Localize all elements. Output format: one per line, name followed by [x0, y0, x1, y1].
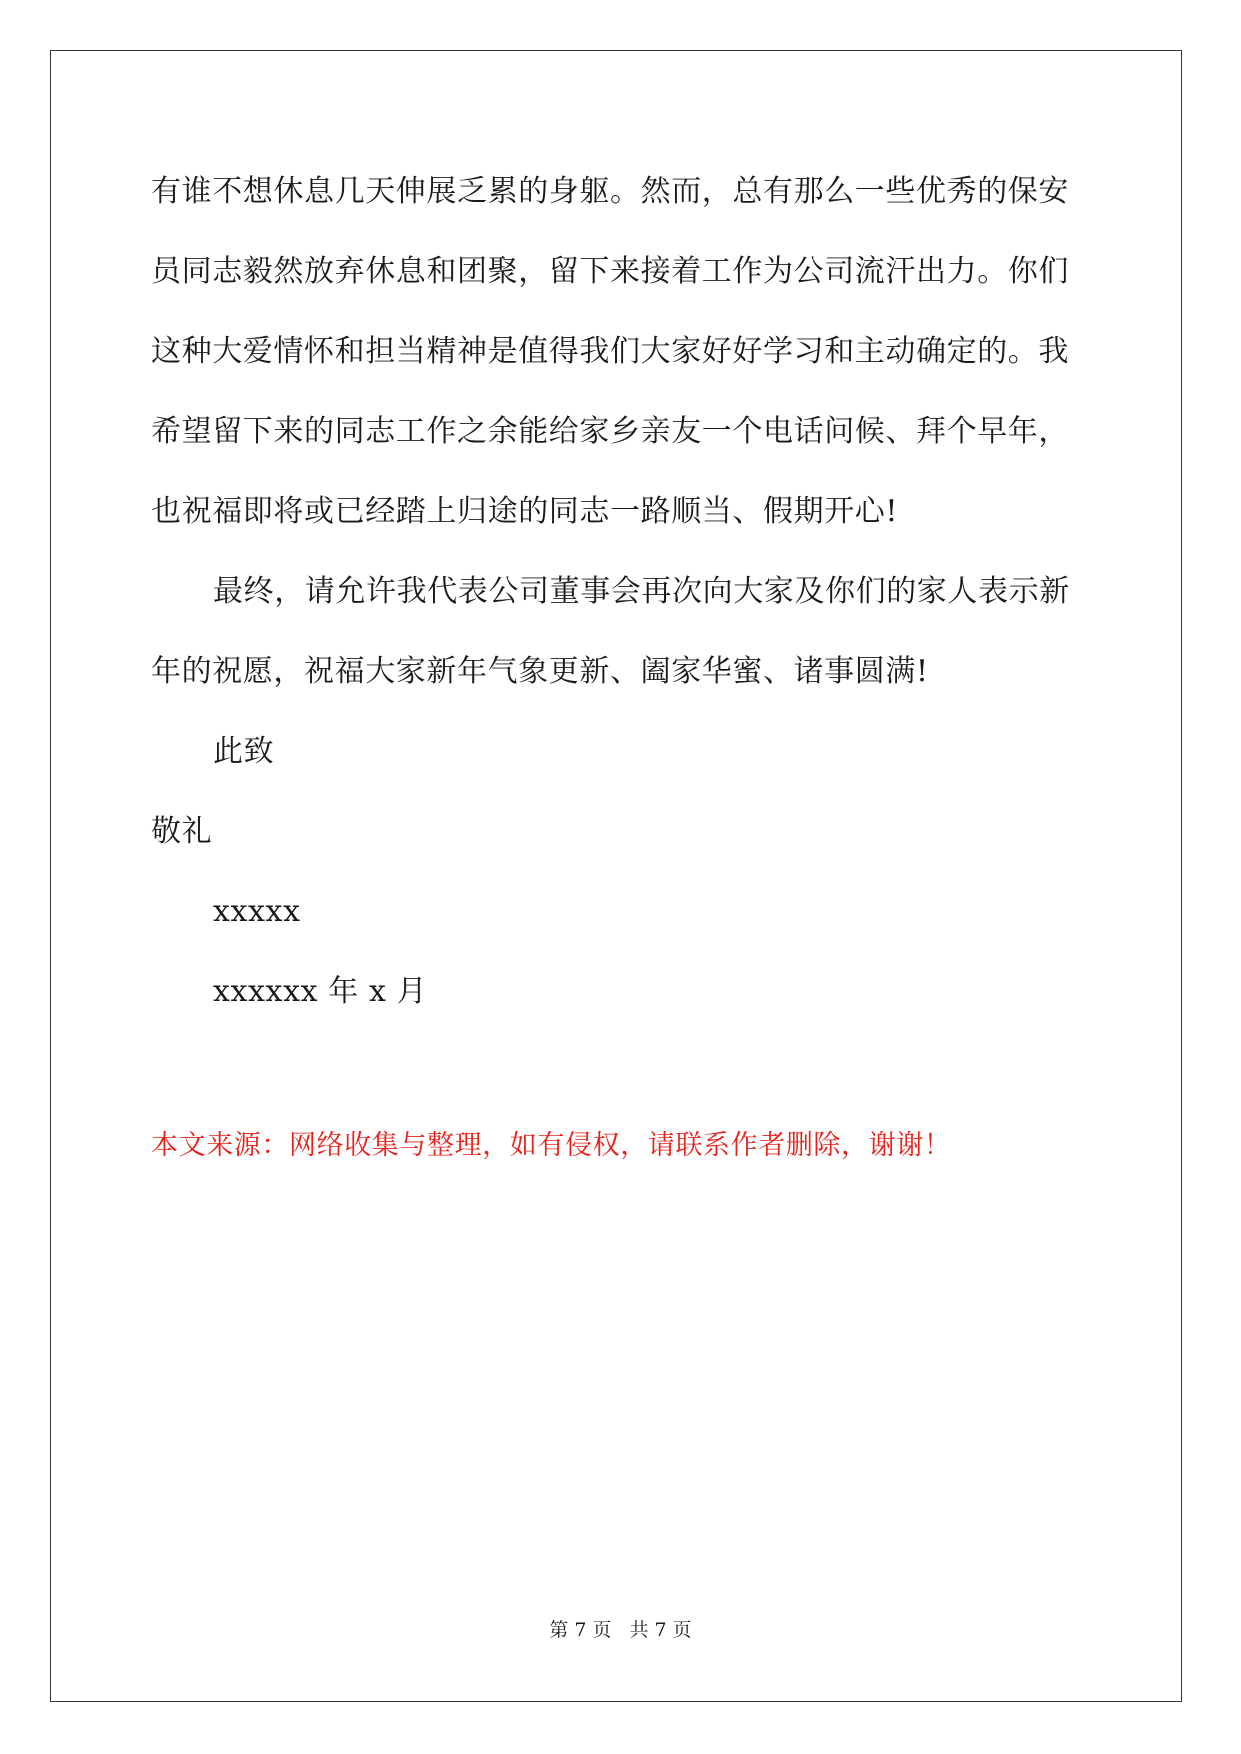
- body-line-5: 也祝福即将或已经踏上归途的同志一路顺当、假期开心!: [151, 494, 899, 529]
- source-note: 本文来源：网络收集与整理，如有侵权，请联系作者删除，谢谢！: [151, 1130, 952, 1161]
- body-line-1: 有谁不想休息几天伸展乏累的身躯。然而，总有那么一些优秀的保安: [151, 174, 1069, 209]
- body-line-3: 这种大爱情怀和担当精神是值得我们大家好好学习和主动确定的。我: [151, 334, 1069, 369]
- page-number-current: 第 7 页: [549, 1619, 612, 1641]
- body-line-6: 最终，请允许我代表公司董事会再次向大家及你们的家人表示新: [213, 574, 1070, 609]
- signature: xxxxx: [213, 894, 301, 929]
- body-line-4: 希望留下来的同志工作之余能给家乡亲友一个电话问候、拜个早年，: [151, 414, 1069, 449]
- date: xxxxxx 年 x 月: [213, 974, 428, 1009]
- page-number-total: 共 7 页: [629, 1619, 692, 1641]
- page-border: [50, 50, 1182, 1702]
- closing-phrase: 此致: [213, 734, 275, 769]
- page-footer: [0, 1618, 1241, 1642]
- body-line-7: 年的祝愿，祝福大家新年气象更新、阖家华蜜、诸事圆满!: [151, 654, 929, 689]
- body-line-2: 员同志毅然放弃休息和团聚，留下来接着工作为公司流汗出力。你们: [151, 254, 1069, 289]
- salute: 敬礼: [151, 814, 213, 849]
